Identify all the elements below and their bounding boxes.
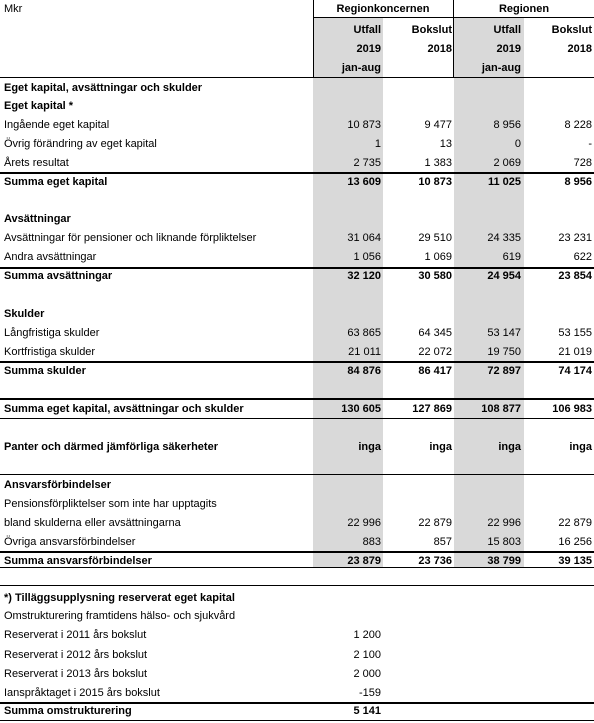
row-label: Andra avsättningar [4,251,97,263]
row-label: Ansvarsförbindelser [4,479,111,491]
rule-summa-avsattningar [0,267,594,269]
row-value-col1: 2 735 [353,157,381,169]
row-value-col1: 883 [362,536,381,548]
table-row [0,702,594,720]
table-row [0,476,594,494]
table-row [0,457,594,475]
table-row [0,191,594,209]
row-value-col2: 13 [439,138,452,150]
row-label: Kortfristiga skulder [4,346,96,358]
row-label: Panter och därmed jämförliga säkerheter [4,441,218,453]
row-value-col3: 15 803 [487,536,521,548]
row-label: Eget kapital * [4,100,74,112]
row-label: Pensionsförpliktelser som inte har upptagits [4,498,217,510]
rule-ansvars-top [0,474,594,475]
row-value-col1: -159 [358,687,381,699]
table-row [0,135,594,153]
row-value-col1: 1 [374,138,381,150]
table-row [0,229,594,247]
table-row [0,589,594,607]
row-label: Summa eget kapital, avsättningar och skulder [4,403,244,415]
row-value-col1: 22 996 [347,517,381,529]
row-value-col4: 8 228 [564,119,592,131]
row-value-col2: 23 736 [418,555,452,567]
row-value-col2: 1 069 [424,251,452,263]
row-value-col4: 21 019 [558,346,592,358]
rule-vertical-mid [453,0,454,78]
row-label: Omstrukturering framtidens hälso- och sjukvård [4,610,236,622]
row-label: Ianspråktaget i 2015 års bokslut [4,687,160,699]
row-value-col3: 8 956 [493,119,521,131]
row-value-col1: 31 064 [347,232,381,244]
rule-header-bottom [0,77,594,78]
row-value-col2: 29 510 [418,232,452,244]
group-header-regionen: Regionen [498,3,550,15]
row-value-col2: 9 477 [424,119,452,131]
row-value-col3: 619 [502,251,521,263]
col3-header-line1: Utfall [493,24,521,36]
col2-header-line1: Bokslut [411,24,452,36]
table-row [0,684,594,702]
row-value-col3: 72 897 [487,365,521,377]
table-row [0,533,594,551]
row-value-col3: 108 877 [481,403,521,415]
row-value-col3: 38 799 [487,555,521,567]
row-value-col2: 64 345 [418,327,452,339]
col4-header-line1: Bokslut [551,24,592,36]
group-header-regionkoncernen: Regionkoncernen [336,3,430,15]
row-label: Reserverat i 2012 års bokslut [4,649,148,661]
table-row [0,267,594,285]
table-row [0,343,594,361]
row-value-col4: 23 231 [558,232,592,244]
row-value-col2: 86 417 [418,365,452,377]
table-row [0,607,594,625]
row-value-col4: 106 983 [552,403,592,415]
rule-summa-total-bottom [0,418,594,419]
col1-header-line2: 2019 [356,43,381,55]
row-label: Summa eget kapital [4,176,108,188]
col1-header-line3: jan-aug [341,62,381,74]
row-label: Summa avsättningar [4,270,113,282]
row-value-col3: 0 [514,138,521,150]
col4-header-line2: 2018 [567,43,592,55]
rule-summa-omstrukturering [0,702,594,704]
row-value-col2: inga [429,441,452,453]
row-label: Övriga ansvarsförbindelser [4,536,136,548]
table-row [0,79,594,97]
row-value-col4: 22 879 [558,517,592,529]
rule-vertical-left [313,0,314,78]
rule-summa-ansvars [0,551,594,553]
col3-header-line2: 2019 [496,43,521,55]
row-value-col2: 127 869 [412,403,452,415]
table-row [0,665,594,683]
table-row [0,438,594,456]
row-label: Reserverat i 2011 års bokslut [4,629,147,641]
row-value-col2: 22 879 [418,517,452,529]
table-row [0,646,594,664]
col3-header-line3: jan-aug [481,62,521,74]
col2-header-line2: 2018 [427,43,452,55]
table-row [0,400,594,418]
row-label: Reserverat i 2013 års bokslut [4,668,148,680]
row-label: Årets resultat [4,157,69,169]
table-row [0,514,594,532]
row-value-col4: 8 956 [564,176,592,188]
row-label: Övrig förändring av eget kapital [4,138,157,150]
row-value-col3: 53 147 [487,327,521,339]
row-value-col1: 1 056 [353,251,381,263]
table-row [0,381,594,399]
table-row [0,419,594,437]
row-value-col4: 74 174 [558,365,592,377]
row-value-col2: 22 072 [418,346,452,358]
table-row [0,286,594,304]
row-label: Ingående eget kapital [4,119,110,131]
row-value-col4: 53 155 [558,327,592,339]
row-label: Summa ansvarsförbindelser [4,555,152,567]
row-value-col1: 84 876 [347,365,381,377]
rule-summa-ansvars-bottom [0,567,594,568]
row-value-col3: 24 954 [487,270,521,282]
row-value-col3: 11 025 [487,176,521,188]
row-value-col1: 2 100 [353,649,381,661]
col1-header-line1: Utfall [353,24,381,36]
row-value-col1: 2 000 [353,668,381,680]
row-value-col1: 13 609 [347,176,381,188]
row-value-col2: 1 383 [424,157,452,169]
table-row [0,324,594,342]
row-value-col2: 10 873 [418,176,452,188]
row-value-col1: 63 865 [347,327,381,339]
table-row [0,97,594,115]
row-value-col4: - [588,138,592,150]
row-value-col4: 39 135 [558,555,592,567]
table-row [0,248,594,266]
row-value-col3: 2 069 [493,157,521,169]
row-label: Summa omstrukturering [4,705,132,717]
row-value-col1: 32 120 [347,270,381,282]
row-value-col1: 5 141 [353,705,381,717]
table-row [0,626,594,644]
table-row [0,210,594,228]
row-label: *) Tilläggsupplysning reserverat eget kapital [4,592,235,604]
rule-bottom [0,720,594,721]
row-label: Skulder [4,308,45,320]
row-value-col1: 10 873 [347,119,381,131]
row-label: bland skulderna eller avsättningarna [4,517,181,529]
row-value-col1: 23 879 [347,555,381,567]
rule-notes-top [0,585,594,586]
rule-summa-total-top [0,398,594,400]
row-value-col1: 130 605 [341,403,381,415]
row-value-col4: 622 [573,251,592,263]
row-value-col3: inga [498,441,521,453]
table-row [0,154,594,172]
row-value-col3: 19 750 [487,346,521,358]
table-row [0,116,594,134]
row-label: Avsättningar för pensioner och liknande förpliktelser [4,232,257,244]
row-label: Summa skulder [4,365,86,377]
table-row [0,495,594,513]
row-value-col3: 22 996 [487,517,521,529]
rule-summa-skulder [0,361,594,363]
row-value-col4: 16 256 [558,536,592,548]
row-value-col2: 857 [433,536,452,548]
row-label: Eget kapital, avsättningar och skulder [4,82,203,94]
table-row [0,362,594,380]
row-value-col1: inga [358,441,381,453]
row-value-col2: 30 580 [418,270,452,282]
row-value-col4: inga [569,441,592,453]
row-value-col1: 21 011 [348,346,381,358]
table-row [0,305,594,323]
table-row [0,173,594,191]
row-value-col4: 728 [573,157,592,169]
row-value-col1: 1 200 [353,629,381,641]
row-value-col4: 23 854 [558,270,592,282]
row-label: Avsättningar [4,213,71,225]
rule-summa-eget-kapital [0,172,594,174]
row-value-col3: 24 335 [487,232,521,244]
row-label: Långfristiga skulder [4,327,100,339]
unit-label: Mkr [4,3,23,15]
